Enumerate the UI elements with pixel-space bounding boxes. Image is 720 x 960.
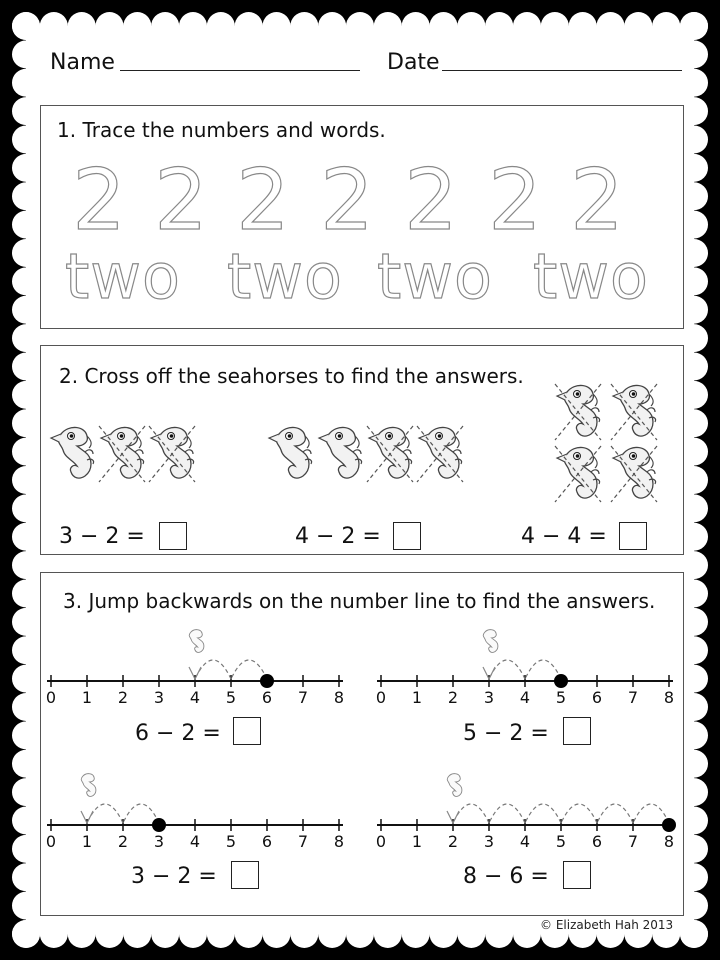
tick-label: 0 (375, 688, 387, 707)
problem-2b-equation: 4 − 2 = (295, 524, 381, 549)
date-line[interactable] (442, 70, 682, 71)
tick-label: 0 (375, 832, 387, 851)
tick-label: 0 (45, 832, 57, 851)
jump-arc (525, 660, 561, 679)
copyright-text: © Elizabeth Hah 2013 (540, 918, 674, 932)
trace-word: two (377, 240, 493, 313)
tick-label: 4 (519, 688, 531, 707)
tick-label: 7 (297, 688, 309, 707)
problem-2b-answer-box[interactable] (393, 522, 421, 550)
tick-label: 6 (261, 832, 273, 851)
number-line (46, 774, 344, 851)
seahorse-marker-icon (447, 774, 462, 797)
tick-label: 1 (411, 688, 423, 707)
tick-label: 6 (261, 688, 273, 707)
name-label: Name (50, 50, 115, 75)
tick-label: 3 (153, 832, 165, 851)
tick-label: 1 (411, 832, 423, 851)
tick-label: 8 (663, 832, 675, 851)
tick-label: 8 (333, 688, 345, 707)
problem-3b-answer-box[interactable] (563, 717, 591, 745)
problem-2c-equation: 4 − 4 = (521, 524, 607, 549)
trace-word: two (533, 240, 649, 313)
problem-3d-equation: 8 − 6 = (463, 864, 549, 889)
tick-label: 8 (663, 688, 675, 707)
trace-digit: 2 (72, 151, 126, 249)
start-dot (260, 674, 274, 688)
problem-3c-equation: 3 − 2 = (131, 864, 217, 889)
seahorse-icon (367, 426, 413, 482)
number-line (46, 630, 344, 707)
tick-label: 1 (81, 688, 93, 707)
date-label: Date (387, 50, 440, 75)
tick-label: 8 (333, 832, 345, 851)
number-line (376, 630, 674, 707)
tick-label: 4 (189, 688, 201, 707)
tick-label: 6 (591, 688, 603, 707)
jump-arc (525, 804, 561, 823)
number-line (376, 774, 676, 851)
seahorse-icon (99, 426, 145, 482)
trace-digit: 2 (320, 151, 374, 249)
tick-label: 7 (297, 832, 309, 851)
problem-3a-equation: 6 − 2 = (135, 721, 221, 746)
tick-label: 3 (483, 832, 495, 851)
problem-2a-answer-box[interactable] (159, 522, 187, 550)
tick-label: 2 (447, 688, 459, 707)
section-2-box (40, 345, 684, 555)
jump-arc (561, 804, 597, 823)
problem-3b-equation: 5 − 2 = (463, 721, 549, 746)
seahorse-icon (417, 426, 463, 482)
trace-digit: 2 (236, 151, 290, 249)
section-1-title: 1. Trace the numbers and words. (57, 118, 386, 142)
start-dot (554, 674, 568, 688)
tick-label: 2 (117, 688, 129, 707)
name-line[interactable] (120, 70, 360, 71)
seahorse-icon (555, 384, 601, 440)
trace-digit: 2 (154, 151, 208, 249)
tick-label: 5 (225, 688, 237, 707)
jump-arc (123, 804, 159, 823)
trace-word: two (227, 240, 343, 313)
tick-label: 0 (45, 688, 57, 707)
section-3-box (40, 572, 684, 916)
seahorse-icon (611, 446, 657, 502)
problem-3c-answer-box[interactable] (231, 861, 259, 889)
start-dot (662, 818, 676, 832)
seahorse-marker-icon (81, 774, 96, 797)
tick-label: 5 (555, 688, 567, 707)
seahorse-icon (611, 384, 657, 440)
problem-3a-answer-box[interactable] (233, 717, 261, 745)
tick-label: 3 (153, 688, 165, 707)
tick-label: 7 (627, 688, 639, 707)
seahorse-icon (51, 427, 94, 478)
seahorse-icon (555, 446, 601, 502)
problem-2c-answer-box[interactable] (619, 522, 647, 550)
tick-label: 2 (447, 832, 459, 851)
tick-label: 5 (555, 832, 567, 851)
jump-arc (231, 660, 267, 679)
section-1-box (40, 105, 684, 329)
seahorse-icon (149, 426, 195, 482)
tick-label: 2 (117, 832, 129, 851)
seahorse-icon (269, 427, 312, 478)
seahorse-marker-icon (483, 630, 498, 653)
tick-label: 3 (483, 688, 495, 707)
problem-3d-answer-box[interactable] (563, 861, 591, 889)
jump-arc (597, 804, 633, 823)
tick-label: 1 (81, 832, 93, 851)
tick-label: 7 (627, 832, 639, 851)
tick-label: 4 (519, 832, 531, 851)
trace-word: two (65, 240, 181, 313)
tick-label: 5 (225, 832, 237, 851)
seahorse-icon (319, 427, 362, 478)
tick-label: 6 (591, 832, 603, 851)
jump-arc (489, 804, 525, 823)
start-dot (152, 818, 166, 832)
trace-digit: 2 (488, 151, 542, 249)
section-2-title: 2. Cross off the seahorses to find the answers. (59, 364, 524, 388)
section-3-title: 3. Jump backwards on the number line to find the answers. (63, 589, 656, 613)
jump-arc (633, 804, 669, 823)
seahorse-marker-icon (189, 630, 204, 653)
trace-digit: 2 (570, 151, 624, 249)
problem-2a-equation: 3 − 2 = (59, 524, 145, 549)
tick-label: 4 (189, 832, 201, 851)
trace-digit: 2 (404, 151, 458, 249)
